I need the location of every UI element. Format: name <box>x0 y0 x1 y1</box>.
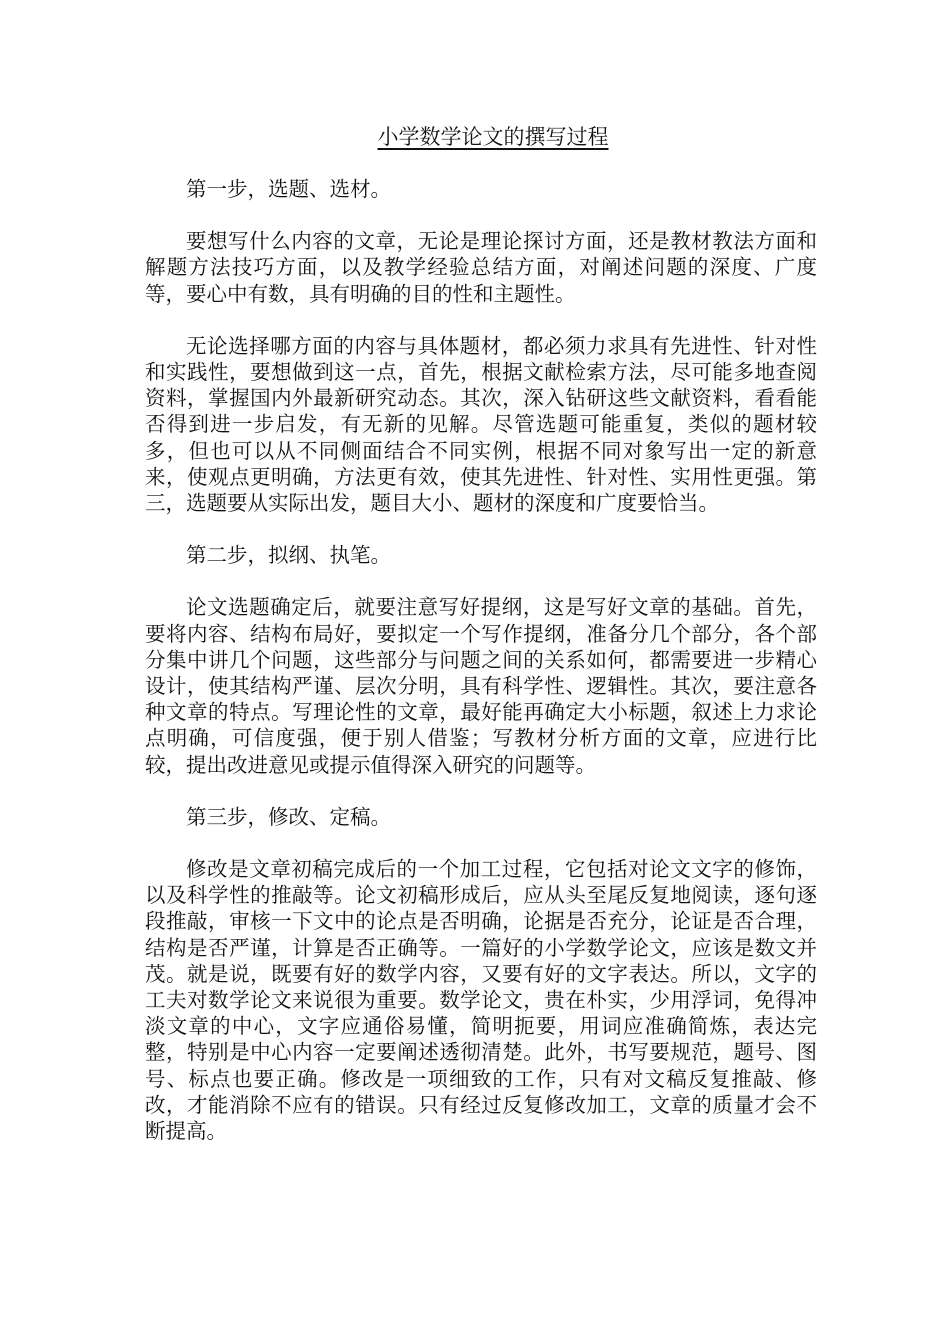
document-page <box>145 118 817 1170</box>
paragraph-topic-purpose: 要想写什么内容的文章，无论是理论探讨方面，还是教材教法方面和解题方法技巧方面，以及教学经验总结方面，对阐述问题的深度、广度等，要心中有数，具有明确的目的性和主题性。 <box>145 229 817 306</box>
paragraph-outline: 论文选题确定后，就要注意写好提纲，这是写好文章的基础。首先，要将内容、结构布局好，要拟定一个写作提纲，准备分几个部分，各个部分集中讲几个问题，这些部分与问题之间的关系如何，都需要进一步精心设计，使其结构严谨、层次分明，具有科学性、逻辑性。其次，要注意各种文章的特点。写理论性的文章，最好能再确定大小标题，叙述上力求论点明确，可信度强，便于别人借鉴；写教材分析方面的文章，应进行比较，提出改进意见或提示值得深入研究的问题等。 <box>145 595 817 777</box>
step-three-heading: 第三步，修改、定稿。 <box>186 804 391 829</box>
paragraph-topic-selection: 无论选择哪方面的内容与具体题材，都必须力求具有先进性、针对性和实践性，要想做到这一点，首先，根据文献检索方法，尽可能多地查阅资料，掌握国内外最新研究动态。其次，深入钻研这些文献资料，看看能否得到进一步启发，有无新的见解。尽管选题可能重复，类似的题材较多，但也可以从不同侧面结合不同实例，根据不同对象写出一定的新意来，使观点更明确，方法更有效，使其先进性、针对性、实用性更强。第三，选题要从实际出发，题目大小、题材的深度和广度要恰当。 <box>145 333 817 516</box>
step-two-heading: 第二步，拟纲、执笔。 <box>186 543 391 568</box>
document-title: 小学数学论文的撰写过程 <box>377 125 609 149</box>
step-one-heading: 第一步，选题、选材。 <box>186 177 391 201</box>
paragraph-revision: 修改是文章初稿完成后的一个加工过程，它包括对论文文字的修饰，以及科学性的推敲等。论文初稿形成后，应从头至尾反复地阅读，逐句逐段推敲，审核一下文中的论点是否明确，论据是否充分，论证是否合理，结构是否严谨，计算是否正确等。一篇好的小学数学论文，应该是数文并茂。就是说，既要有好的数学内容，又要有好的文字表达。所以，文字的工夫对数学论文来说很为重要。数学论文，贵在朴实，少用浮词，免得冲淡文章的中心，文字应通俗易懂，简明扼要，用词应准确简炼，表达完整，特别是中心内容一定要阐述透彻清楚。此外，书写要规范，题号、图号、标点也要正确。修改是一项细致的工作，只有对文稿反复推敲、修改，才能消除不应有的错误。只有经过反复修改加工，文章的质量才会不断提高。 <box>145 857 817 1144</box>
